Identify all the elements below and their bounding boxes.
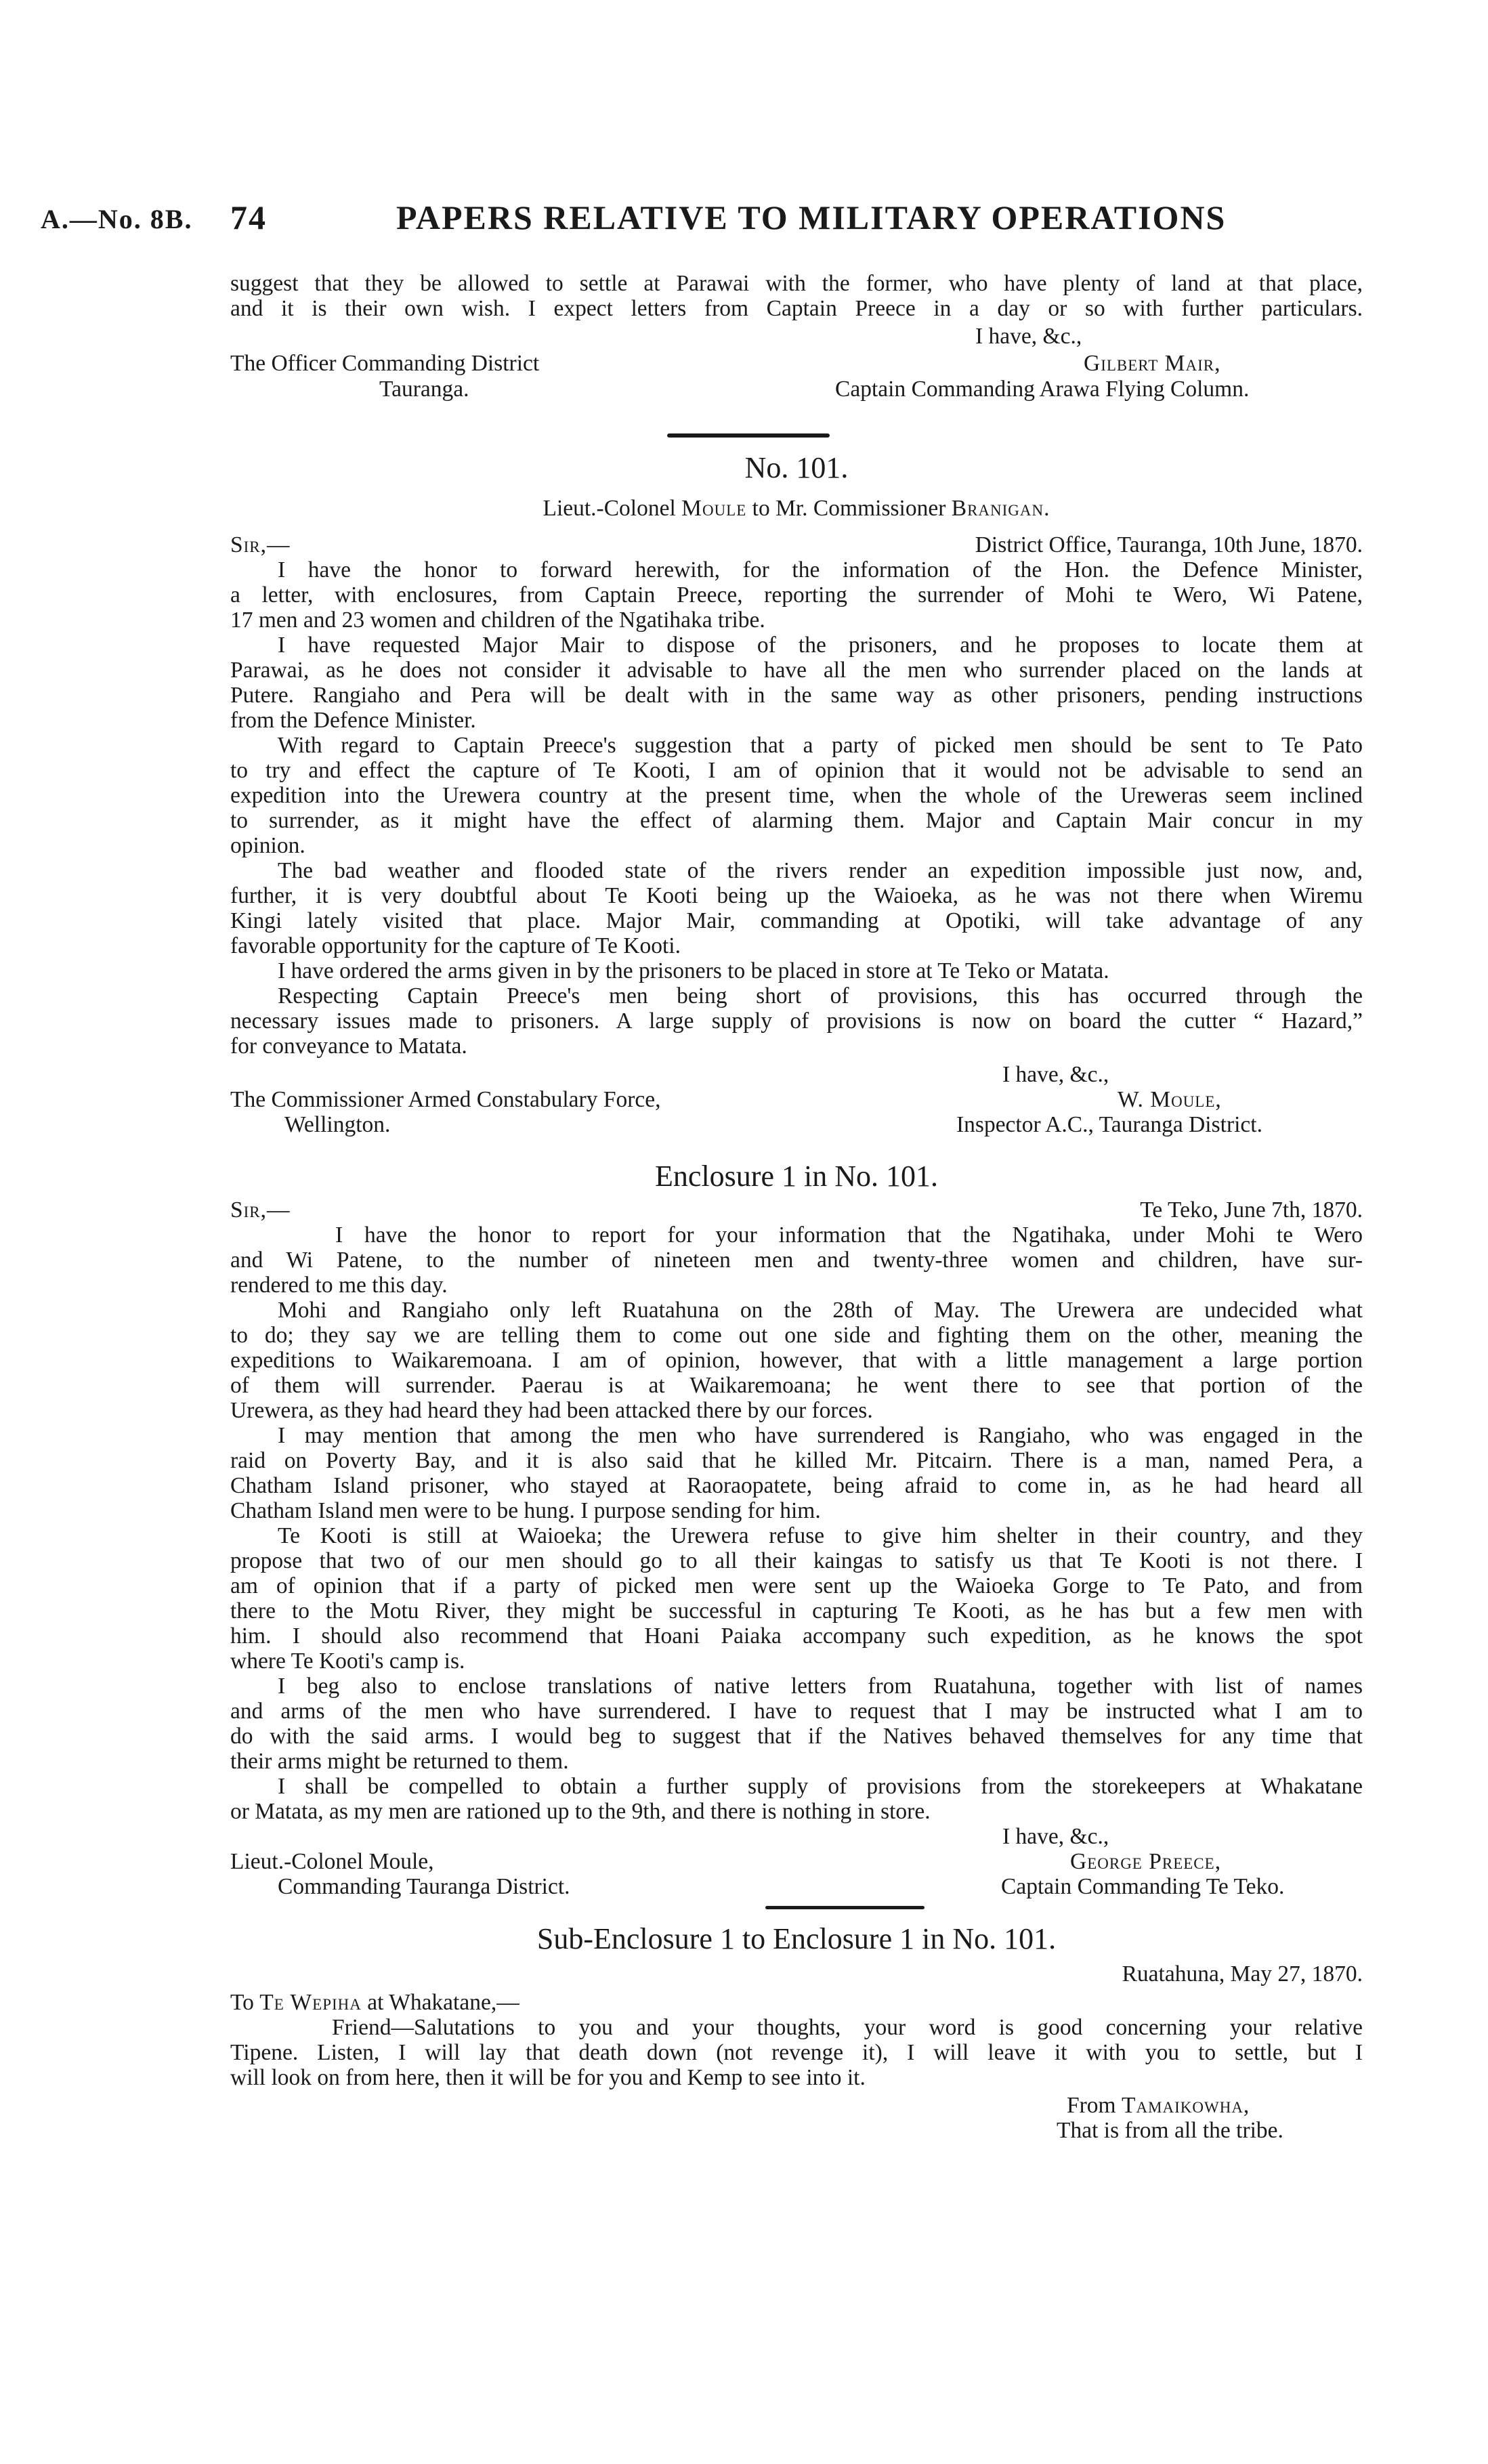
letter-101-addressee: The Commissioner Armed Constabulary Force, (230, 1087, 661, 1112)
enclosure-1-line: I beg also to enclose translations of native letters from Ruatahuna, together with list of names (278, 1674, 1363, 1699)
letter-101-line: from the Defence Minister. (230, 708, 476, 733)
enclosure-1-line: there to the Motu River, they might be successful in capturing Te Kooti, as he has but a few men with (230, 1598, 1363, 1623)
letter-101-line: I have the honor to forward herewith, for the information of the Hon. the Defence Minister, (278, 557, 1363, 582)
letter-101-signer-title: Inspector A.C., Tauranga District. (956, 1112, 1262, 1137)
enclosure-1-line: I shall be compelled to obtain a further supply of provisions from the storekeepers at Whakatane (278, 1774, 1363, 1799)
enclosure-1-line: Urewera, as they had heard they had been attacked there by our forces. (230, 1398, 873, 1423)
letter-101-line: for conveyance to Matata. (230, 1034, 467, 1059)
letter-101-salutation: Sir,— (230, 532, 291, 557)
letter-101-line: favorable opportunity for the capture of Te Kooti. (230, 933, 681, 958)
enclosure-1-line: where Te Kooti's camp is. (230, 1649, 465, 1674)
letter-101-line: Respecting Captain Preece's men being short of provisions, this has occurred through the (278, 983, 1363, 1008)
prev-letter-signer: Gilbert Mair, (1084, 351, 1221, 376)
prev-letter-signer-title: Captain Commanding Arawa Flying Column. (835, 377, 1250, 402)
letter-101-line: With regard to Captain Preece's suggestion that a party of picked men should be sent to Te Pato (278, 733, 1363, 758)
enclosure-1-line: am of opinion that if a party of picked men were sent up the Waioeka Gorge to Te Pato, and from (230, 1573, 1363, 1598)
enclosure-1-line: do with the said arms. I would beg to suggest that if the Natives behaved themselves for any time that (230, 1724, 1363, 1749)
enclosure-1-line: Chatham Island men were to be hung. I purpose sending for him. (230, 1498, 821, 1523)
page-number: 74 (230, 198, 267, 236)
enclosure-1-line: Te Kooti is still at Waioeka; the Urewera refuse to give him shelter in their country, and they (278, 1523, 1363, 1548)
section-divider (667, 433, 830, 438)
prev-letter-addressee: The Officer Commanding District (230, 351, 540, 376)
letter-101-line: to surrender, as it might have the effect of alarming them. Major and Captain Mair concur in my (230, 808, 1363, 833)
enclosure-1-signer-title: Captain Commanding Te Teko. (1001, 1874, 1285, 1899)
letter-101-line: I have ordered the arms given in by the prisoners to be placed in store at Te Teko or Matata. (278, 958, 1109, 983)
enclosure-1-line: Mohi and Rangiaho only left Ruatahuna on the 28th of May. The Urewera are undecided what (278, 1298, 1363, 1323)
prev-letter-line: suggest that they be allowed to settle at Parawai with the former, who have plenty of land at that place, (230, 271, 1363, 296)
enclosure-1-closing: I have, &c., (1002, 1824, 1109, 1849)
running-title: PAPERS RELATIVE TO MILITARY OPERATIONS (396, 198, 1227, 236)
letter-101-line: Putere. Rangiaho and Pera will be dealt with in the same way as other prisoners, pending instructions (230, 683, 1363, 708)
enclosure-1-line: propose that two of our men should go to all their kaingas to satisfy us that Te Kooti is not there. I (230, 1548, 1363, 1573)
letter-101-closing: I have, &c., (1002, 1062, 1109, 1087)
letter-101-line: 17 men and 23 women and children of the Ngatihaka tribe. (230, 608, 765, 633)
letter-101-line: to try and effect the capture of Te Kooti, I am of opinion that it would not be advisable to send an (230, 758, 1363, 783)
enclosure-1-signer: George Preece, (1070, 1849, 1222, 1874)
enclosure-1-line: their arms might be returned to them. (230, 1749, 569, 1774)
letter-101-heading: No. 101. (744, 451, 849, 484)
letter-101-line: further, it is very doubtful about Te Kooti being up the Waioeka, as he was not there when Wiremu (230, 883, 1363, 908)
section-divider (765, 1906, 924, 1909)
prev-letter-addressee-place: Tauranga. (379, 377, 469, 402)
letter-101-line: expedition into the Urewera country at the present time, when the whole of the Ureweras seem inclined (230, 783, 1363, 808)
letter-101-line: I have requested Major Mair to dispose of the prisoners, and he proposes to locate them at (278, 633, 1363, 658)
enclosure-1-line: expeditions to Waikaremoana. I am of opinion, however, that with a little management a large portion (230, 1348, 1363, 1373)
enclosure-1-line: him. I should also recommend that Hoani Paiaka accompany such expedition, as he knows the spot (230, 1623, 1363, 1649)
sub-enclosure-1-sender: From Tamaikowha, (1067, 2093, 1250, 2118)
sub-enclosure-1-heading: Sub-Enclosure 1 to Enclosure 1 in No. 101. (536, 1922, 1057, 1955)
enclosure-1-place-date: Te Teko, June 7th, 1870. (1140, 1197, 1363, 1223)
sub-enclosure-1-place-date: Ruatahuna, May 27, 1870. (1122, 1961, 1363, 1987)
letter-101-line: The bad weather and flooded state of the rivers render an expedition impossible just now, and, (278, 858, 1363, 883)
enclosure-1-line: of them will surrender. Paerau is at Waikaremoana; he went there to see that portion of the (230, 1373, 1363, 1398)
prev-letter-line: and it is their own wish. I expect letters from Captain Preece in a day or so with further particulars. (230, 296, 1363, 321)
document-reference: A.—No. 8B. (41, 204, 193, 234)
letter-101-place-date: District Office, Tauranga, 10th June, 1870. (975, 532, 1363, 557)
letter-101-signer: W. Moule, (1118, 1087, 1222, 1112)
prev-letter-closing: I have, &c., (975, 324, 1082, 349)
letter-101-addressee-place: Wellington. (284, 1112, 391, 1137)
letter-101-line: opinion. (230, 833, 305, 858)
enclosure-1-line: raid on Poverty Bay, and it is also said that he killed Mr. Pitcairn. There is a man, named Pera, a (230, 1448, 1363, 1473)
enclosure-1-line: to do; they say we are telling them to come out one side and fighting them on the other, meaning the (230, 1323, 1363, 1348)
enclosure-1-line: or Matata, as my men are rationed up to the 9th, and there is nothing in store. (230, 1799, 931, 1824)
letter-101-subheading: Lieut.-Colonel Moule to Mr. Commissioner Branigan. (543, 496, 1050, 521)
enclosure-1-line: Chatham Island prisoner, who stayed at Raoraopatete, being afraid to come in, as he had heard all (230, 1473, 1363, 1498)
enclosure-1-line: I may mention that among the men who have surrendered is Rangiaho, who was engaged in the (278, 1423, 1363, 1448)
letter-101-line: Parawai, as he does not consider it advisable to have all the men who surrender placed on the lands at (230, 658, 1363, 683)
enclosure-1-salutation: Sir,— (230, 1197, 291, 1223)
sub-enclosure-1-sender-note: That is from all the tribe. (1057, 2118, 1283, 2143)
sub-enclosure-1-line: Friend—Salutations to you and your thoughts, your word is good concerning your relative (332, 2015, 1363, 2040)
enclosure-1-line: and Wi Patene, to the number of nineteen men and twenty-three women and children, have sur- (230, 1248, 1363, 1273)
enclosure-1-line: I have the honor to report for your information that the Ngatihaka, under Mohi te Wero (335, 1223, 1363, 1248)
enclosure-1-heading: Enclosure 1 in No. 101. (655, 1160, 938, 1193)
sub-enclosure-1-line: Tipene. Listen, I will lay that death down (not revenge it), I will leave it with you to settle, but I (230, 2040, 1363, 2065)
enclosure-1-addressee-place: Commanding Tauranga District. (278, 1874, 570, 1899)
letter-101-line: a letter, with enclosures, from Captain Preece, reporting the surrender of Mohi te Wero, Wi Patene, (230, 582, 1363, 608)
enclosure-1-line: rendered to me this day. (230, 1273, 448, 1298)
sub-enclosure-1-line: will look on from here, then it will be for you and Kemp to see into it. (230, 2065, 866, 2090)
letter-101-line: necessary issues made to prisoners. A large supply of provisions is now on board the cutter “ Hazard,” (230, 1008, 1363, 1034)
enclosure-1-addressee: Lieut.-Colonel Moule, (230, 1849, 434, 1874)
letter-101-line: Kingi lately visited that place. Major Mair, commanding at Opotiki, will take advantage of any (230, 908, 1363, 933)
sub-enclosure-1-addressee: To Te Wepiha at Whakatane,— (230, 1990, 519, 2015)
enclosure-1-line: and arms of the men who have surrendered. I have to request that I may be instructed what I am to (230, 1699, 1363, 1724)
